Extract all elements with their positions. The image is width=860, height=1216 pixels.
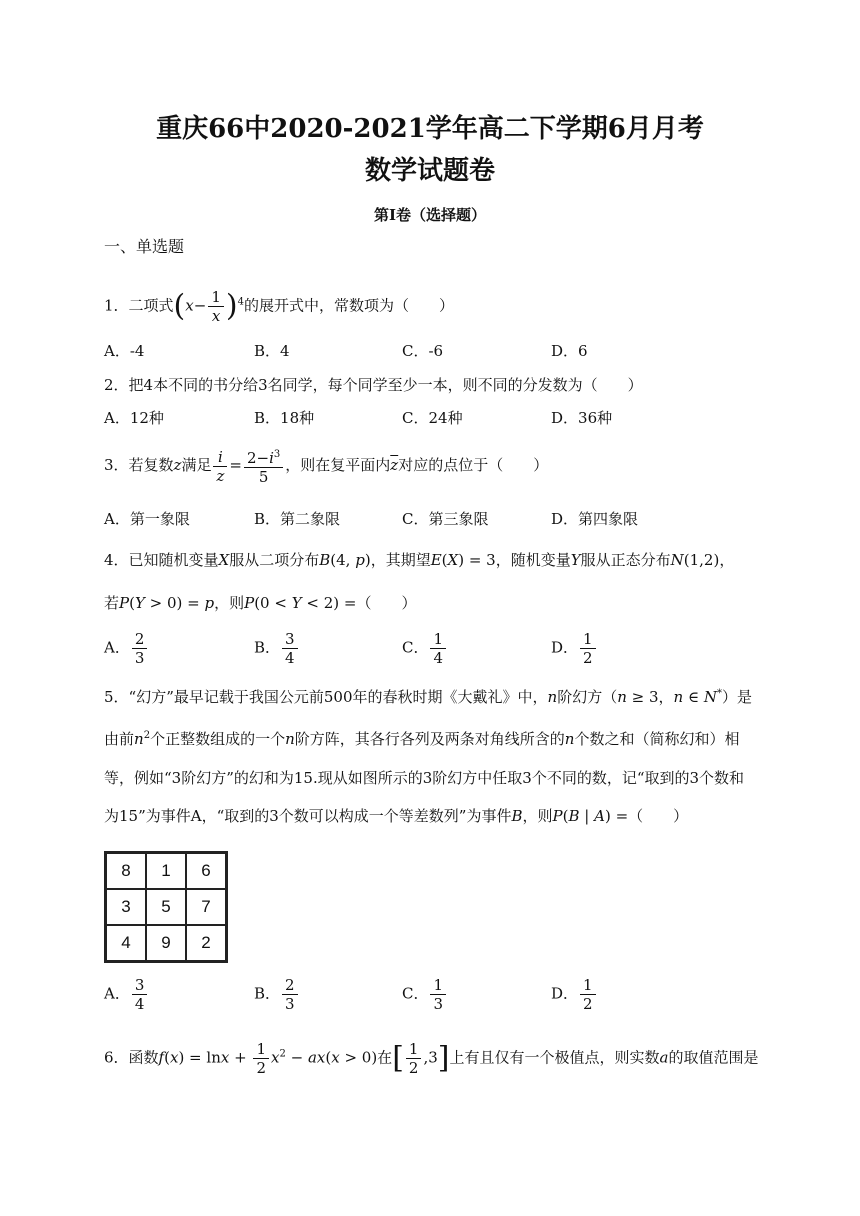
q3-option-b[interactable]: B．第二象限 bbox=[254, 510, 341, 528]
question-4-line-2: 若P(Y > 0) = p，则P(0 < Y < 2) =（ ） bbox=[104, 594, 417, 612]
q2-option-c[interactable]: C．24种 bbox=[402, 409, 463, 427]
q2-option-b[interactable]: B．18种 bbox=[254, 409, 315, 427]
q4-option-b[interactable]: B． $\frac{3}{4}$ bbox=[254, 630, 300, 667]
q1-option-a[interactable]: A．-4 bbox=[104, 342, 145, 360]
q3-option-d[interactable]: D．第四象限 bbox=[551, 510, 639, 528]
section-heading: 一、单选题 bbox=[104, 237, 185, 256]
q3-option-c[interactable]: C．第三象限 bbox=[402, 510, 489, 528]
q2-option-a[interactable]: A．12种 bbox=[104, 409, 164, 427]
q5-option-a[interactable]: A． $\frac{3}{4}$ bbox=[104, 976, 149, 1013]
q5-option-c[interactable]: C． $\frac{1}{3}$ bbox=[402, 976, 448, 1013]
q1-option-b[interactable]: B．4 bbox=[254, 342, 290, 360]
q1-option-d[interactable]: D．6 bbox=[551, 342, 588, 360]
question-5-line-2: 由前$n^2$个正整数组成的一个n阶方阵，其各行各列及两条对角线所含的n个数之和（简称幻和）相 bbox=[104, 730, 740, 748]
q4-option-c[interactable]: C． $\frac{1}{4}$ bbox=[402, 630, 448, 667]
question-5-line-1: 5．“幻方”最早记载于我国公元前500年的春秋时期《大戴礼》中，n阶幻方（n ≥ 3，n ∈ N*）是 bbox=[104, 688, 752, 706]
q4-option-a[interactable]: A． $\frac{2}{3}$ bbox=[104, 630, 149, 667]
question-5-line-4: 为15”为事件A，“取到的3个数可以构成一个等差数列”为事件B，则P(B | A) =（ ） bbox=[104, 807, 689, 825]
magic-square: 8 1 6 3 5 7 4 9 2 bbox=[104, 851, 228, 963]
question-5-line-3: 等，例如“3阶幻方”的幻和为15.现从如图所示的3阶幻方中任取3个不同的数，记“取到的3个数和 bbox=[104, 769, 745, 787]
q5-option-b[interactable]: B． $\frac{2}{3}$ bbox=[254, 976, 300, 1013]
question-6: 6．函数f(x) = lnx + $\frac{1}{2}$ $x^2 - ax(x > 0)$在[ $\frac{1}{2}$ ,3]上有且仅有一个极值点，则实数a的取值范围是 bbox=[104, 1040, 759, 1077]
question-1: 1．二项式(x− $\frac{1}{x}$ )$^4$的展开式中，常数项为（ ） bbox=[104, 288, 454, 325]
exam-subtitle: 数学试题卷 bbox=[364, 156, 495, 186]
question-3: 3．若复数z满足 $\frac{i}{z}$ = $\frac{2-i^3}{5}$ ，则在复平面内$\overline{z}$对应的点位于（ ） bbox=[104, 447, 549, 486]
q3-option-a[interactable]: A．第一象限 bbox=[104, 510, 190, 528]
question-2: 2．把4本不同的书分给3名同学，每个同学至少一本，则不同的分发数为（ ） bbox=[104, 376, 643, 394]
q2-option-d[interactable]: D．36种 bbox=[551, 409, 613, 427]
exam-title: 重庆66中2020-2021学年高二下学期6月月考 bbox=[156, 114, 704, 144]
q4-option-d[interactable]: D． $\frac{1}{2}$ bbox=[551, 630, 598, 667]
q1-option-c[interactable]: C．-6 bbox=[402, 342, 444, 360]
q5-option-d[interactable]: D． $\frac{1}{2}$ bbox=[551, 976, 598, 1013]
question-4-line-1: 4．已知随机变量X服从二项分布B(4, p)，其期望E(X) = 3，随机变量Y服从正态分布N(1,2)， bbox=[104, 551, 735, 569]
volume-heading: 第Ⅰ卷（选择题） bbox=[373, 206, 487, 224]
